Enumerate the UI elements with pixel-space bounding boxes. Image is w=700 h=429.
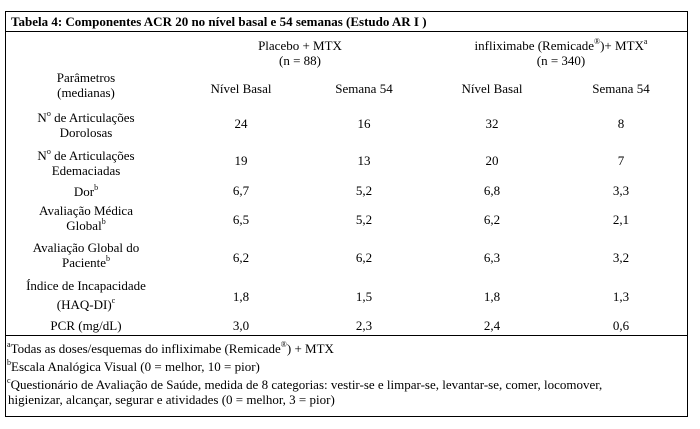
col-header-inflix-basal: Nível Basal <box>461 81 523 96</box>
cell: 5,2 <box>355 212 373 227</box>
cell: 13 <box>357 153 371 168</box>
caption-title: Componentes ACR 20 no nível basal e 54 semanas (Estudo AR I ) <box>65 14 427 29</box>
cell: 32 <box>485 116 499 131</box>
cell: 5,2 <box>355 183 373 198</box>
group-placebo-header <box>220 38 380 68</box>
group-infliximabe-n: (n = 340) <box>536 53 586 68</box>
cell: 3,0 <box>232 318 250 333</box>
col-header-inflix-week54: Semana 54 <box>592 81 650 96</box>
col-header-placebo-week54: Semana 54 <box>335 81 393 96</box>
divider <box>6 335 687 336</box>
row-label-articulacoes-edemaciadas: $N^o$ de Articulações Edemaciadas <box>37 147 135 178</box>
param-header-line2: (medianas) <box>57 85 115 100</box>
cell: 1,5 <box>355 289 373 304</box>
cell: 6,3 <box>483 250 501 265</box>
cell: 2,4 <box>483 318 501 333</box>
footnote-c: $^c$Questionário de Avaliação de Saúde, medida de 8 categorias: vestir-se e limpar-se, levantar-se, comer, locomover, higienizar, alcançar, segurar e atividades (0 = melhor, 3 = pior) <box>7 376 603 407</box>
row-label-pcr: PCR (mg/dL) <box>50 318 122 333</box>
group-infliximabe-header <box>431 38 691 68</box>
row-label-dor: Dor$^b$ <box>73 183 99 199</box>
row-label-articulacoes-dolorosas: $N^o$ de Articulações Dorolosas <box>37 109 135 140</box>
cell: 2,1 <box>612 212 630 227</box>
cell: 0,6 <box>612 318 630 333</box>
footnote-marker-a: a <box>643 37 648 46</box>
param-header-line1: Parâmetros <box>56 70 116 85</box>
cell: 20 <box>485 153 499 168</box>
caption-label: Tabela 4: <box>11 14 63 29</box>
cell: 1,8 <box>483 289 501 304</box>
cell: 6,7 <box>232 183 250 198</box>
table-caption <box>6 12 687 32</box>
cell: 3,3 <box>612 183 630 198</box>
row-label-haq-di: Índice de Incapacidade $(HAQ-DI)^c$ <box>26 278 146 312</box>
cell: 2,3 <box>355 318 373 333</box>
cell: 19 <box>234 153 248 168</box>
group-placebo-n: (n = 88) <box>279 53 321 68</box>
cell: 24 <box>234 116 248 131</box>
cell: 6,2 <box>483 212 501 227</box>
cell: 1,3 <box>612 289 630 304</box>
footnote-b: $^b$Escala Analógica Visual (0 = melhor, 10 = pior) <box>7 358 260 374</box>
cell: 1,8 <box>232 289 250 304</box>
cell: 3,2 <box>612 250 630 265</box>
cell: 7 <box>617 153 625 168</box>
footnote-a: $^a$Todas as doses/esquemas do infliximabe (Remicade®) + MTX <box>7 340 334 356</box>
cell: 6,8 <box>483 183 501 198</box>
param-header <box>6 70 166 100</box>
table-frame <box>5 11 688 417</box>
cell: 16 <box>357 116 371 131</box>
cell: 6,5 <box>232 212 250 227</box>
group-infliximabe-name: infliximabe (Remicade®)+ $MTX^a$ <box>474 37 648 53</box>
row-label-avaliacao-medica: Avaliação Médica Global$^b$ <box>39 203 133 233</box>
row-label-avaliacao-paciente: Avaliação Global do Paciente$^b$ <box>32 240 140 270</box>
cell: 8 <box>617 116 625 131</box>
cell: 6,2 <box>232 250 250 265</box>
group-placebo-name: Placebo + MTX <box>258 38 342 53</box>
cell: 6,2 <box>355 250 373 265</box>
col-header-placebo-basal: Nível Basal <box>210 81 272 96</box>
